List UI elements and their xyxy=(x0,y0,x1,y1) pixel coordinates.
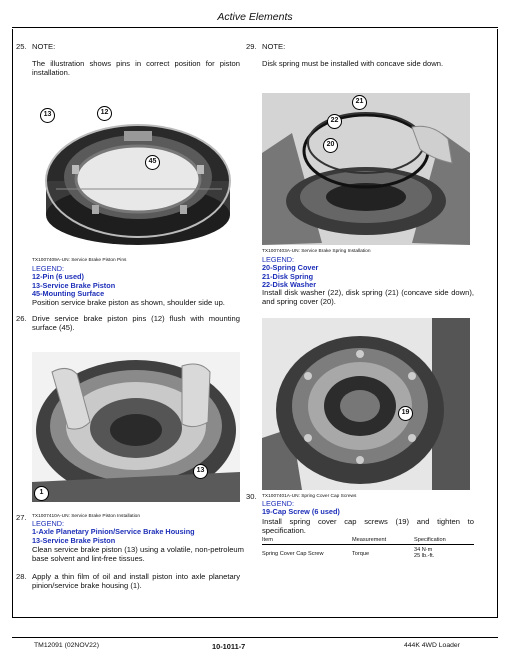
spring-cover-illustration xyxy=(262,318,470,490)
callout-13: 13 xyxy=(40,108,55,123)
step-27-number: 27. xyxy=(16,513,27,522)
legend-title: LEGEND: xyxy=(262,255,295,264)
page-header-title: Active Elements xyxy=(217,11,293,23)
callout-13: 13 xyxy=(193,464,208,479)
legend-title: LEGEND: xyxy=(262,499,295,508)
legend-item: 21-Disk Spring xyxy=(262,271,314,281)
legend-item: 12-Pin (6 used) xyxy=(32,272,84,282)
callout-20: 20 xyxy=(323,138,338,153)
step-29-caption: TX1007403A-UN: Service Brake Spring Installation xyxy=(262,249,371,254)
step-25-instruction: Position service brake piston as shown, shoulder side up. xyxy=(32,298,225,307)
step-27-caption: TX1007410A-UN: Service Brake Piston Installation xyxy=(32,514,140,519)
disk-spring-illustration xyxy=(262,93,470,245)
legend-title: LEGEND: xyxy=(32,264,65,273)
spec-header-item: Item xyxy=(262,537,352,545)
step-25-caption: TX1007409A-UN: Service Brake Piston Pins xyxy=(32,258,127,263)
spec-measurement: Torque xyxy=(352,551,370,557)
spec-header-measurement: Measurement xyxy=(352,537,414,545)
step-25-photo xyxy=(32,93,240,255)
step-29-instruction: Install disk washer (22), disk spring (21) (concave side down), and spring cover (20). xyxy=(262,288,474,307)
footer-page-number: 10-1011-7 xyxy=(212,642,246,651)
step-29-number: 29. xyxy=(246,42,257,51)
step-30-caption: TX1007401A-UN: Spring Cover Cap Screws xyxy=(262,494,357,499)
callout-1: 1 xyxy=(34,486,49,501)
step-26-number: 26. xyxy=(16,314,27,323)
spec-value xyxy=(414,545,474,560)
step-26-text: Drive service brake piston pins (12) flush with mounting surface (45). xyxy=(32,314,240,333)
legend-item: 22-Disk Washer xyxy=(262,280,317,290)
footer-machine-name: 444K 4WD Loader xyxy=(404,642,460,649)
legend-title: LEGEND: xyxy=(32,519,65,528)
legend-item: 13-Service Brake Piston xyxy=(32,280,116,290)
brake-housing-hands-illustration xyxy=(32,352,240,502)
step-25-number: 25. xyxy=(16,42,27,51)
step-30-legend xyxy=(262,500,340,517)
callout-19: 19 xyxy=(398,406,413,421)
callout-45: 45 xyxy=(145,155,160,170)
step-30-text: Install spring cover cap screws (19) and tighten to specification. xyxy=(262,517,474,536)
step-27-legend xyxy=(32,520,195,545)
spec-header-row xyxy=(262,537,474,545)
spec-header-specification: Specification xyxy=(414,537,474,545)
callout-21: 21 xyxy=(352,95,367,110)
legend-item: 1-Axle Planetary Pinion/Service Brake Housing xyxy=(32,527,195,537)
step-29-legend xyxy=(262,256,318,290)
step-29-note-text: Disk spring must be installed with concave side down. xyxy=(262,59,444,68)
brake-piston-illustration xyxy=(32,93,240,255)
spec-value-metric: 34 N·m xyxy=(414,547,433,553)
step-29-note-label: NOTE: xyxy=(262,42,286,51)
callout-12: 12 xyxy=(97,106,112,121)
spec-row xyxy=(262,545,474,560)
step-30-photo xyxy=(262,318,470,490)
step-27-text: Clean service brake piston (13) using a volatile, non-petroleum base solvent and lint-free tissues. xyxy=(32,545,244,564)
step-25-note-text: The illustration shows pins in correct position for piston installation. xyxy=(32,59,240,78)
step-30-number: 30. xyxy=(246,492,257,501)
spec-table xyxy=(262,537,474,559)
step-26-photo xyxy=(32,352,240,502)
step-28-number: 28. xyxy=(16,572,27,581)
legend-item: 20-Spring Cover xyxy=(262,263,319,273)
spec-value-imperial: 25 lb.-ft. xyxy=(414,553,435,559)
footer-rule xyxy=(12,637,498,638)
step-28-text: Apply a thin film of oil and install piston into axle planetary pinion/service brake housing (1). xyxy=(32,572,240,591)
legend-item: 13-Service Brake Piston xyxy=(32,535,116,545)
spec-item: Spring Cover Cap Screw xyxy=(262,551,324,557)
legend-item: 45-Mounting Surface xyxy=(32,289,105,299)
callout-22: 22 xyxy=(327,114,342,129)
step-29-photo xyxy=(262,93,470,245)
footer-doc-id: TM12091 (02NOV22) xyxy=(34,642,99,649)
legend-item: 19-Cap Screw (6 used) xyxy=(262,507,340,517)
step-25-legend xyxy=(32,265,115,299)
step-25-note-label: NOTE: xyxy=(32,42,56,51)
header-rule xyxy=(12,27,498,28)
